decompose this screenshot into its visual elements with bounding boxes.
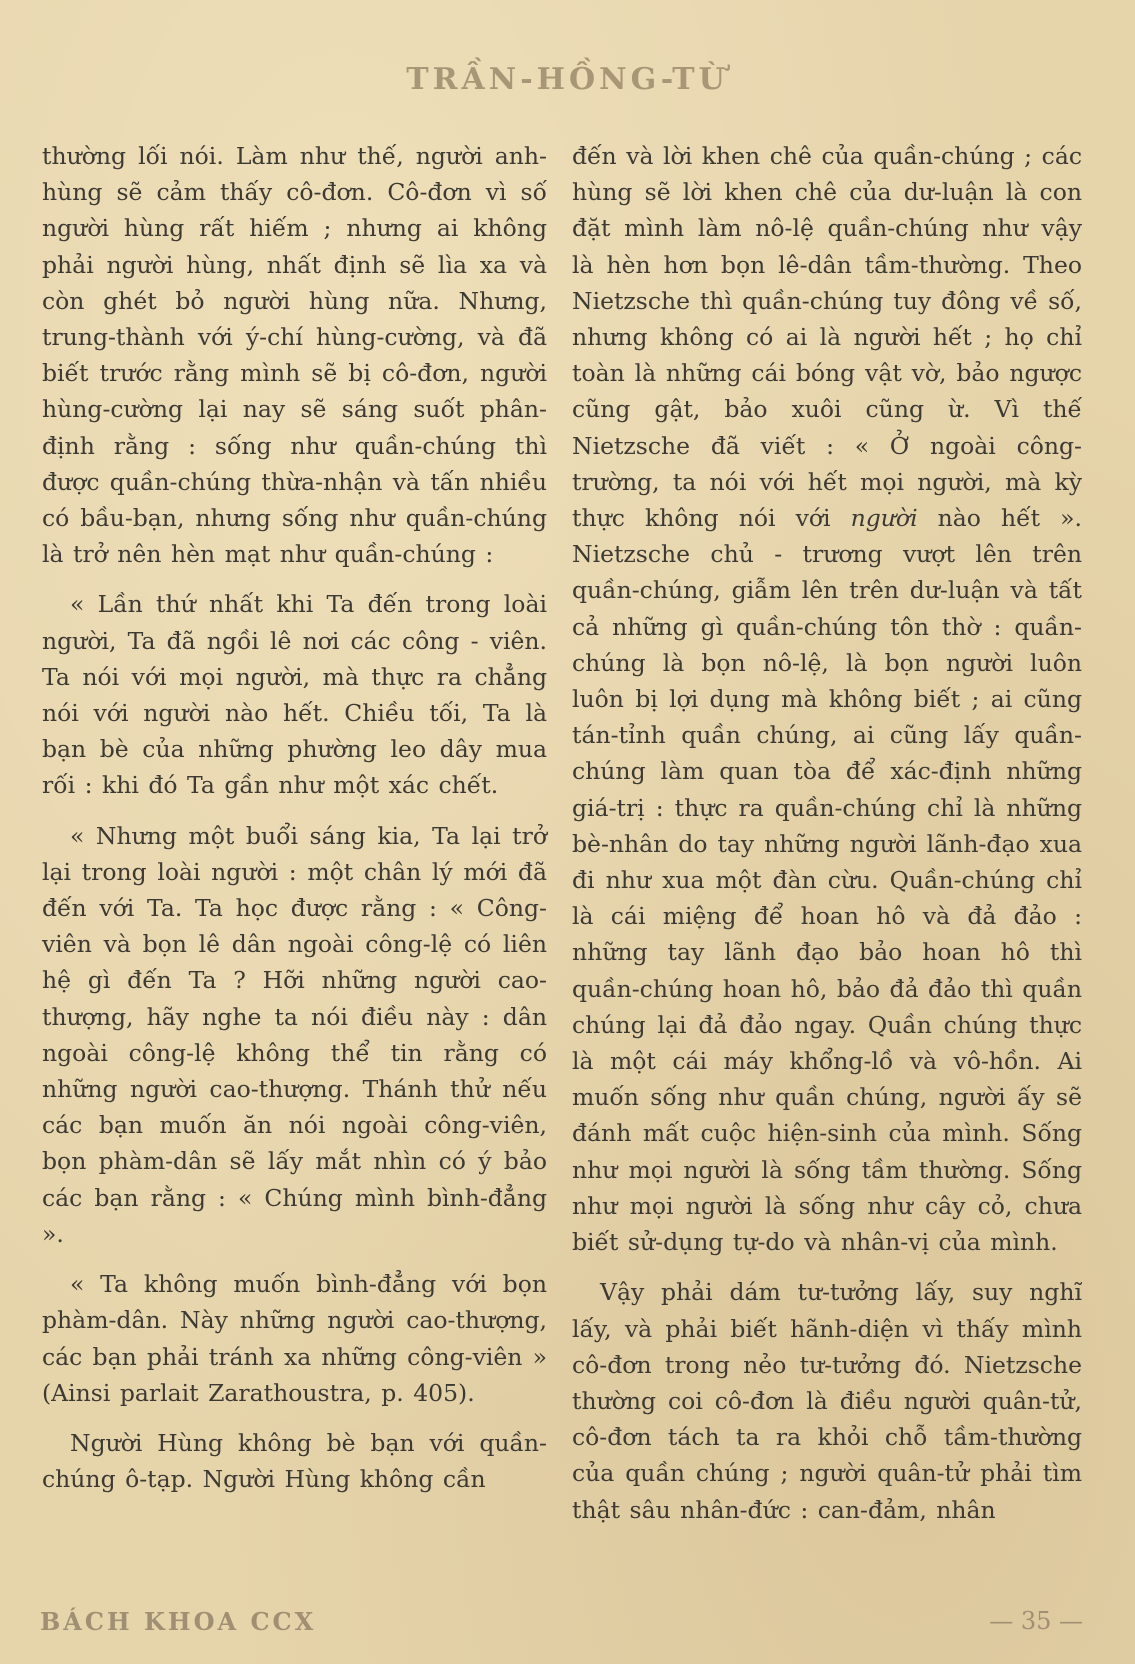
paragraph: Người Hùng không bè bạn với quần-chúng ô-tạp. Người Hùng không cần <box>42 1428 547 1494</box>
paragraph-text: đến và lời khen chê của quần-chúng ; các hùng sẽ lời khen chê của dư-luận là con đặt mình làm nô-lệ quần-chúng như vậy là hèn hơn bọn lê-dân tầm-thường. Theo Nietzsche thì quần-chúng tuy đông về số, nhưng không có ai là người hết ; họ chỉ toàn là những cái bóng vật vờ, bảo ngược cũng gật, bảo xuôi cũng ừ. Vì thế Nietzsche đã viết : « Ở ngoài công-trường, ta nói với hết mọi người, mà kỳ thực không nói với <box>572 142 1082 533</box>
paragraph <box>572 138 1082 1260</box>
left-column <box>42 138 547 1511</box>
emphasis-text: người <box>850 504 918 533</box>
quote-paragraph: « Nhưng một buổi sáng kia, Ta lại trở lại trong loài người : một chân lý mới đã đến với Ta. Ta học được rằng : « Công-viên và bọn lê dân ngoài công-lệ có liên hệ gì đến Ta ? Hỡi những người cao-thượng, hãy nghe ta nói điều này : dân ngoài công-lệ không thể tin rằng có những người cao-thượng. Thánh thử nếu các bạn muốn ăn nói ngoài công-viên, bọn phàm-dân sẽ lấy mắt nhìn có ý bảo các bạn rằng : « Chúng mình bình-đẳng ». <box>42 821 547 1248</box>
right-column <box>572 138 1082 1542</box>
quote-paragraph: « Lần thứ nhất khi Ta đến trong loài người, Ta đã ngồi lê nơi các công - viên. Ta nói với mọi người, mà thực ra chẳng nói với người nào hết. Chiều tối, Ta là bạn bè của những phường leo dây mua rối : khi đó Ta gần như một xác chết. <box>42 590 547 800</box>
paragraph-text: nào hết ». Nietzsche chủ - trương vượt lên trên quần-chúng, giẫm lên trên dư-luận và tất cả những gì quần-chúng tôn thờ : quần-chúng là bọn nô-lệ, là bọn người luôn luôn bị lợi dụng mà không biết ; ai cũng tán-tỉnh quần chúng, ai cũng lấy quần-chúng làm quan tòa để xác-định những giá-trị : thực ra quần-chúng chỉ là những bè-nhân do tay những người lãnh-đạo xua đi như xua một đàn cừu. Quần-chúng chỉ là cái miệng để hoan hô và đả đảo : những tay lãnh đạo bảo hoan hô thì quần-chúng hoan hô, bảo đả đảo thì quần chúng lại đả đảo ngay. Quần chúng thực là một cái máy khổng-lồ và vô-hồn. Ai muốn sống như quần chúng, người ấy sẽ đánh mất cuộc hiện-sinh của mình. Sống như mọi người là sống tầm thường. Sống như mọi người là sống như cây cỏ, chưa biết sử-dụng tự-do và nhân-vị của mình. <box>572 504 1083 1257</box>
page-number: — 35 — <box>989 1607 1083 1635</box>
page-header-title: TRẦN-HỒNG-TỪ <box>406 62 729 97</box>
paragraph: Vậy phải dám tư-tưởng lấy, suy nghĩ lấy, và phải biết hãnh-diện vì thấy mình cô-đơn trong nẻo tư-tưởng đó. Nietzsche thường coi cô-đơn là điều người quân-tử, cô-đơn tách ta ra khỏi chỗ tầm-thường của quần chúng ; người quân-tử phải tìm thật sâu nhân-đức : can-đảm, nhân <box>572 1278 1082 1524</box>
footer-publication: BÁCH KHOA CCX <box>40 1607 317 1636</box>
quote-paragraph: « Ta không muốn bình-đẳng với bọn phàm-dân. Này những người cao-thượng, các bạn phải tránh xa những công-viên » (Ainsi parlait Zarathoustra, p. 405). <box>42 1270 547 1407</box>
paragraph: thường lối nói. Làm như thế, người anh-hùng sẽ cảm thấy cô-đơn. Cô-đơn vì số người hùng rất hiếm ; nhưng ai không phải người hùng, nhất định sẽ lìa xa và còn ghét bỏ người hùng nữa. Nhưng, trung-thành với ý-chí hùng-cường, và đã biết trước rằng mình sẽ bị cô-đơn, người hùng-cường lại nay sẽ sáng suốt phân-định rằng : sống như quần-chúng thì được quần-chúng thừa-nhận và tấn nhiều có bầu-bạn, nhưng sống như quần-chúng là trở nên hèn mạt như quần-chúng : <box>42 142 547 569</box>
